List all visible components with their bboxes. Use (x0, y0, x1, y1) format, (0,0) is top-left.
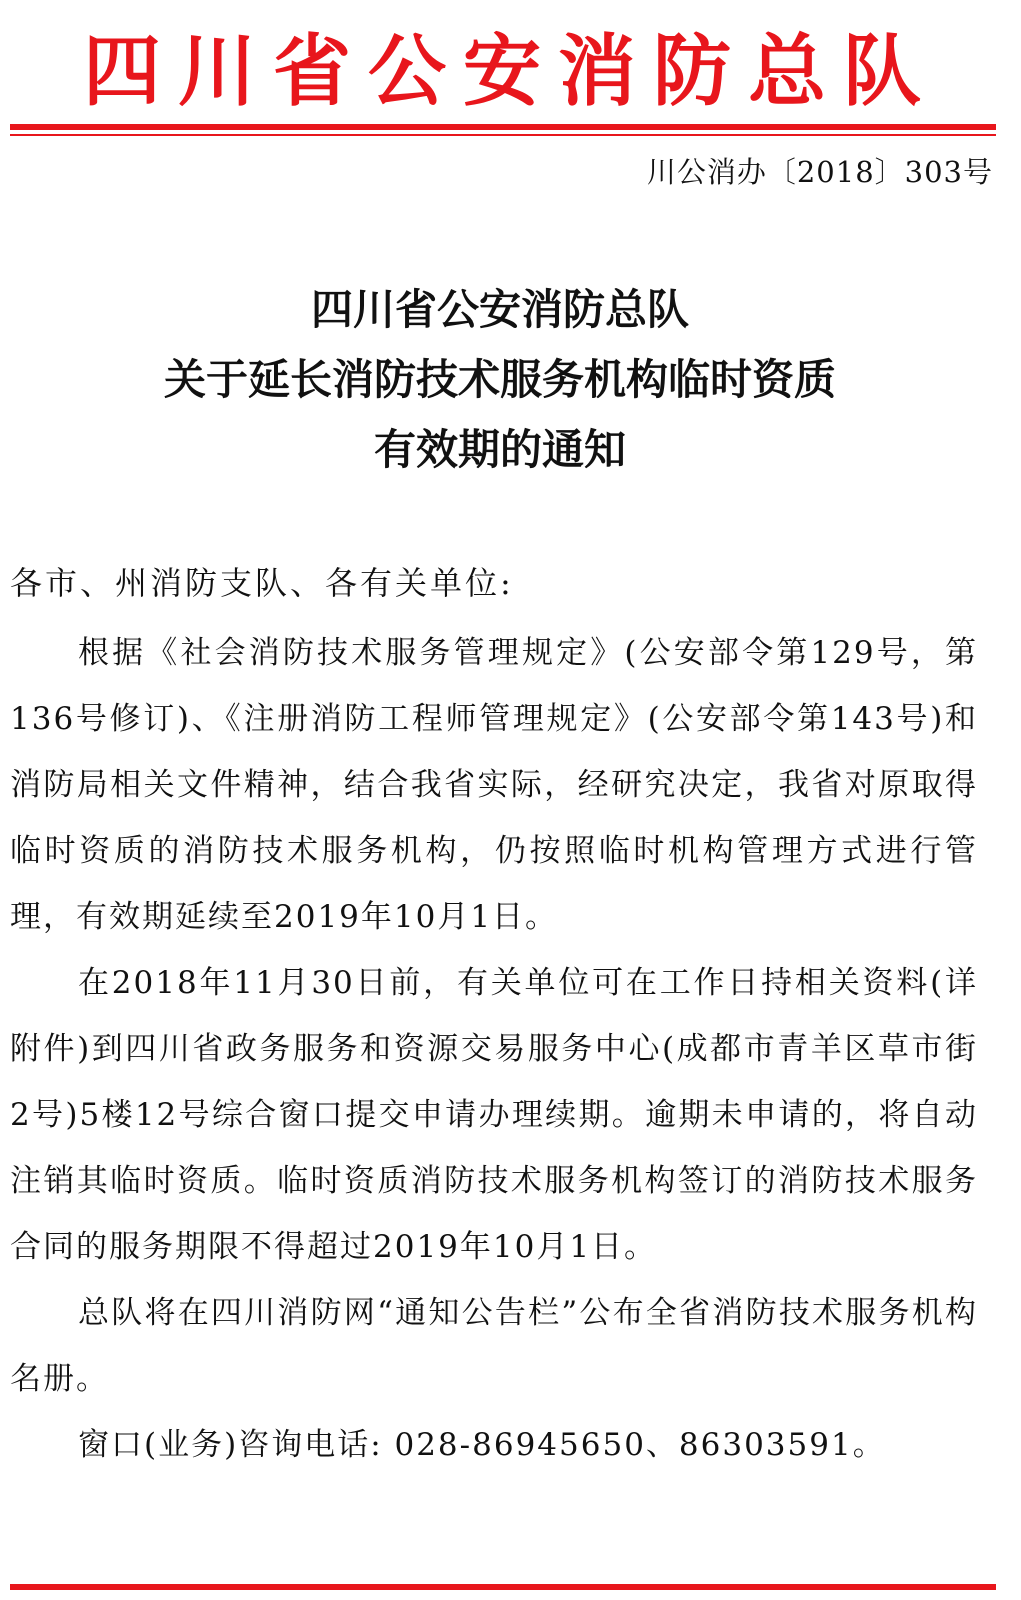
salutation: 各市、州消防支队、各有关单位: (10, 564, 514, 602)
title-line-2: 关于延长消防技术服务机构临时资质 (163, 355, 836, 404)
title-line-1: 四川省公安消防总队 (310, 285, 689, 334)
paragraph-2: 在2018年11月30日前，有关单位可在工作日持相关资料(详附件)到四川省政务服务和资源交易服务中心(成都市青羊区草市街2号)5楼12号综合窗口提交申请办理续期。逾期未申请的，将自动注销其临时资质。临时资质消防技术服务机构签订的消防技术服务合同的服务期限不得超过2019年10月1日。 (10, 965, 978, 1265)
masthead-rule-thick (10, 124, 996, 130)
masthead-rule-thin (10, 134, 996, 136)
document-number: 川公消办〔2018〕303号 (646, 155, 993, 189)
org-masthead: 四川省公安消防总队 (82, 26, 938, 117)
footer-rule (10, 1584, 996, 1590)
paragraph-1: 根据《社会消防技术服务管理规定》(公安部令第129号，第136号修订)、《注册消防工程师管理规定》(公安部令第143号)和消防局相关文件精神，结合我省实际，经研究决定，我省对原取得临时资质的消防技术服务机构，仍按照临时机构管理方式进行管理，有效期延续至2019年10月1日。 (10, 635, 978, 935)
paragraph-4: 窗口(业务)咨询电话: 028-86945650、86303591。 (78, 1427, 886, 1463)
title-line-3: 有效期的通知 (373, 425, 626, 474)
paragraph-3: 总队将在四川消防网“通知公告栏”公布全省消防技术服务机构名册。 (10, 1295, 978, 1397)
